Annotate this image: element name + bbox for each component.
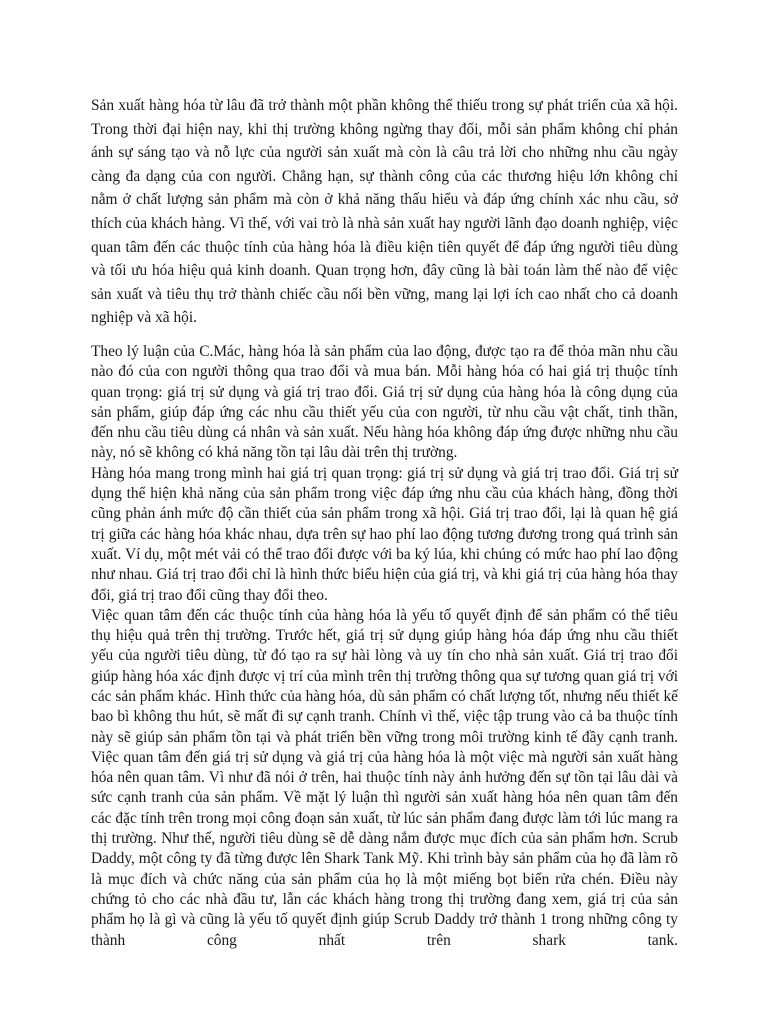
paragraph-attributes: Việc quan tâm đến các thuộc tính của hàng hóa là yếu tố quyết định để sản phẩm có thể tiêu thụ hiệu quả trên thị trường. Trước hết, giá trị sử dụng giúp hàng hóa đáp ứng nhu cầu thiết yếu của người tiêu dùng, từ đó tạo ra sự hài lòng và uy tín cho nhà sản xuất. Giá trị trao đổi giúp hàng hóa xác định được vị trí của mình trên thị trường thông qua sự tương quan giá trị với các sản phẩm khác. Hình thức của hàng hóa, dù sản phẩm có chất lượng tốt, nhưng nếu thiết kế bao bì không thu hút, sẽ mất đi sự cạnh tranh. Chính vì thế, việc tập trung vào cả ba thuộc tính này sẽ giúp sản phẩm tồn tại và phát triển bền vững trong môi trường kinh tế đầy cạnh tranh. Việc quan tâm đến giá trị sử dụng và giá trị của hàng hóa là một việc mà người sản xuất hàng hóa nên quan tâm. Vì như đã nói ở trên, hai thuộc tính này ảnh hưởng đến sự tồn tại lâu dài và sức cạnh tranh của sản phẩm. Về mặt lý luận thì người sản xuất hàng hóa nên quan tâm đến các đặc tính trên trong mọi công đoạn sản xuất, từ lúc sản phẩm đang được làm tới lúc mang ra thị trường. Như thế, người tiêu dùng sẽ dễ dàng nắm được mục đích của sản phẩm hơn. Scrub Daddy, một công ty đã từng được lên Shark Tank Mỹ. Khi trình bày sản phẩm của họ đã làm rõ là mục đích và chức năng của sản phẩm của họ là một miếng bọt biển rửa chén. Điều này chứng tỏ cho các nhà đầu tư, lẫn các khách hàng trong thị trường đang xem, giá trị của sản phẩm họ là gì và cũng là yếu tố quyết định giúp Scrub Daddy trở thành 1 trong những công ty thành công nhất trên shark tank.: [91, 606, 678, 949]
paragraph-theory: Theo lý luận của C.Mác, hàng hóa là sản phẩm của lao động, được tạo ra để thỏa mãn nhu cầu nào đó của con người thông qua trao đổi và mua bán. Mỗi hàng hóa có hai giá trị thuộc tính quan trọng: giá trị sử dụng và giá trị trao đổi. Giá trị sử dụng của hàng hóa là công dụng của sản phẩm, giúp đáp ứng các nhu cầu thiết yếu của con người, từ nhu cầu vật chất, tinh thần, đến nhu cầu tiêu dùng cá nhân và sản xuất. Nếu hàng hóa không đáp ứng được những nhu cầu này, nó sẽ không có khả năng tồn tại lâu dài trên thị trường.: [91, 342, 678, 462]
document-page: [91, 94, 678, 951]
paragraph-values: Hàng hóa mang trong mình hai giá trị quan trọng: giá trị sử dụng và giá trị trao đổi. Giá trị sử dụng thể hiện khả năng của sản phẩm trong việc đáp ứng nhu cầu của khách hàng, đồng thời cũng phản ánh mức độ cần thiết của sản phẩm trong xã hội. Giá trị trao đổi, lại là quan hệ giá trị giữa các hàng hóa khác nhau, dựa trên sự hao phí lao động tương đương trong quá trình sản xuất. Ví dụ, một mét vải có thể trao đổi được với ba ký lúa, khi chúng có mức hao phí lao động như nhau. Giá trị trao đổi chỉ là hình thức biểu hiện của giá trị, và khi giá trị của hàng hóa thay đổi, giá trị trao đổi cũng thay đổi theo.: [91, 464, 678, 604]
paragraph-intro: Sản xuất hàng hóa từ lâu đã trở thành một phần không thể thiếu trong sự phát triển của xã hội. Trong thời đại hiện nay, khi thị trường không ngừng thay đổi, mỗi sản phẩm không chỉ phản ánh sự sáng tạo và nỗ lực của người sản xuất mà còn là câu trả lời cho những nhu cầu ngày càng đa dạng của con người. Chẳng hạn, sự thành công của các thương hiệu lớn không chỉ nằm ở chất lượng sản phẩm mà còn ở khả năng thấu hiểu và đáp ứng chính xác nhu cầu, sở thích của khách hàng. Vì thế, với vai trò là nhà sản xuất hay người lãnh đạo doanh nghiệp, việc quan tâm đến các thuộc tính của hàng hóa là điều kiện tiên quyết để đáp ứng người tiêu dùng và tối ưu hóa hiệu quả kinh doanh. Quan trọng hơn, đây cũng là bài toán làm thế nào để việc sản xuất và tiêu thụ trở thành chiếc cầu nối bền vững, mang lại lợi ích cao nhất cho cả doanh nghiệp và xã hội.: [91, 97, 678, 327]
